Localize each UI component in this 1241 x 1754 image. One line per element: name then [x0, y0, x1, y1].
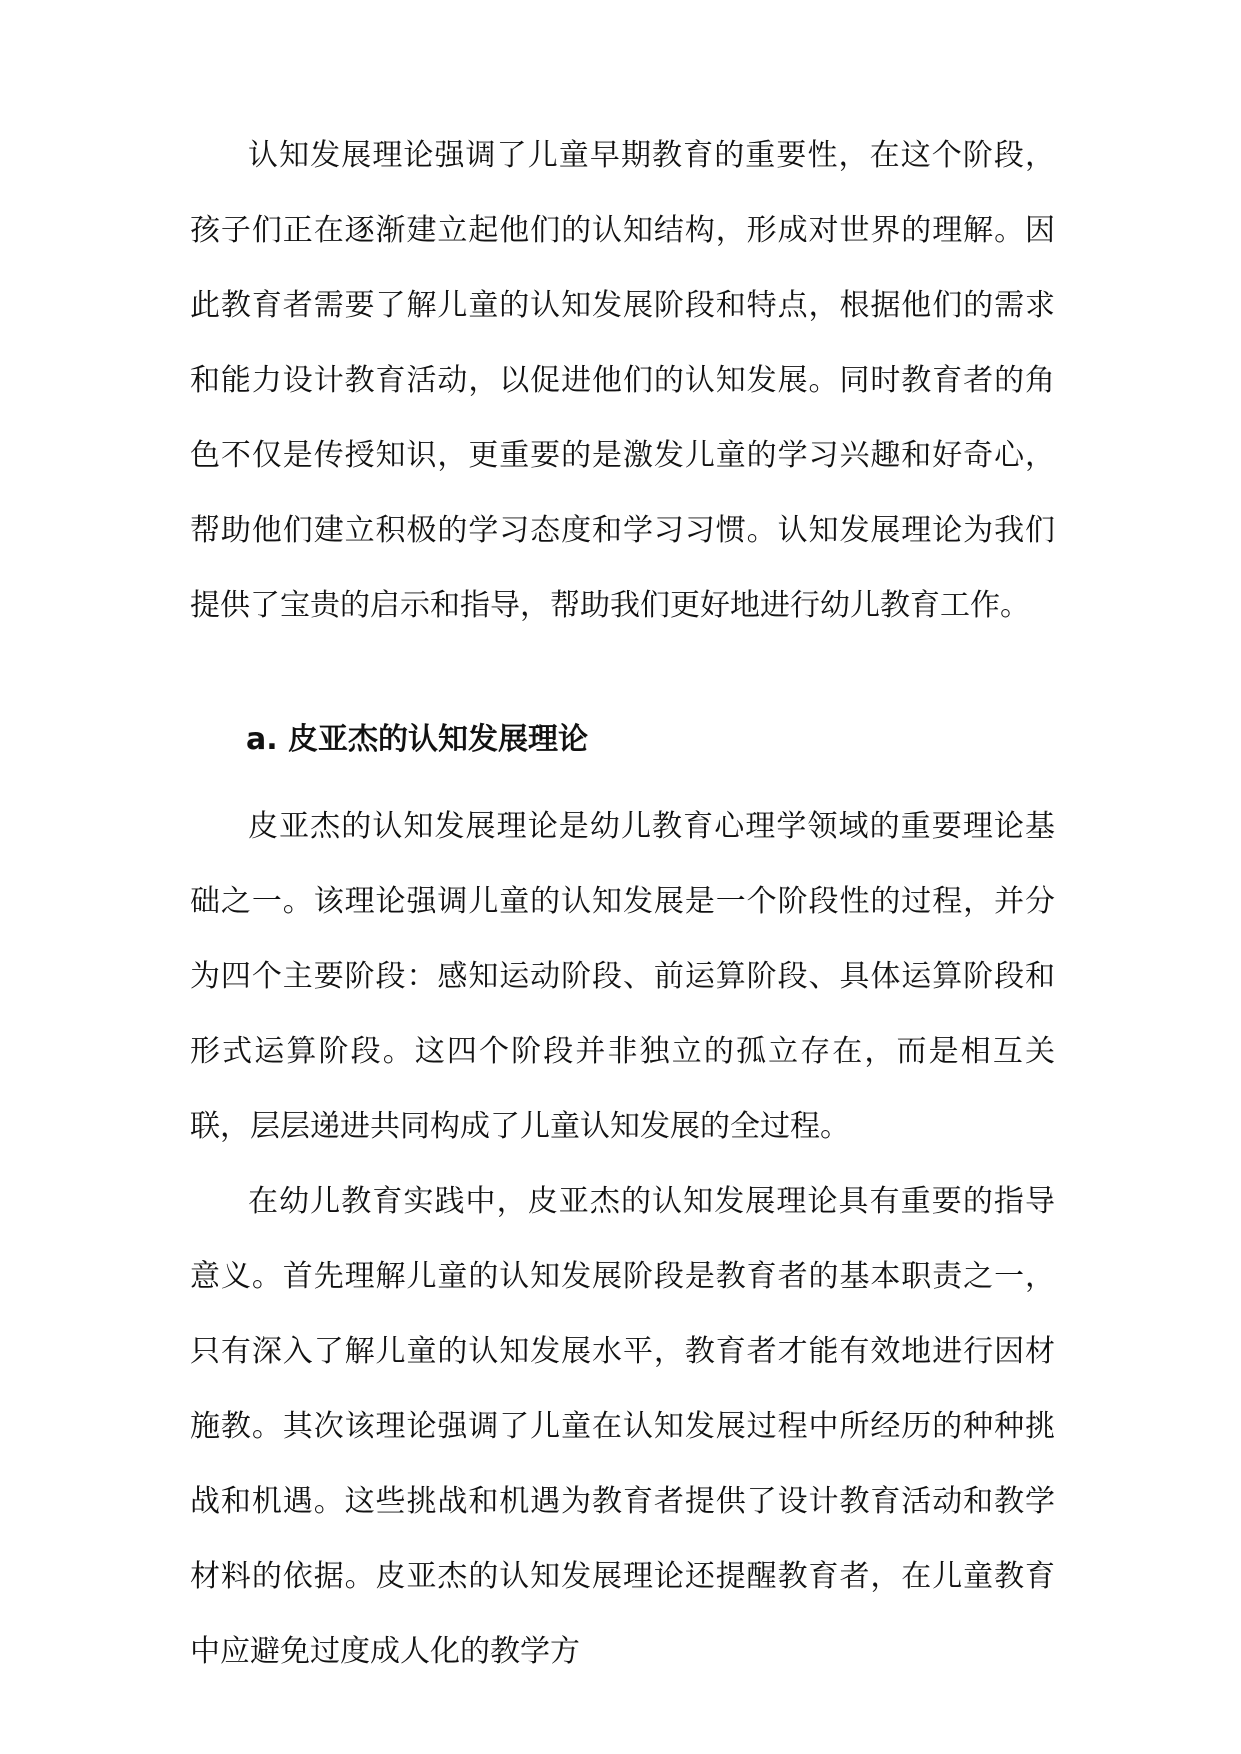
section-heading-marker: a. [246, 722, 278, 757]
paragraph-piaget-stages: 皮亚杰的认知发展理论是幼儿教育心理学领域的重要理论基础之一。该理论强调儿童的认知发展是一个阶段性的过程，并分为四个主要阶段：感知运动阶段、前运算阶段、具体运算阶段和形式运算阶段。这四个阶段并非独立的孤立存在，而是相互关联，层层递进共同构成了儿童认知发展的全过程。 [190, 809, 1055, 1144]
section-heading-title: 皮亚杰的认知发展理论 [288, 722, 588, 757]
paragraph-piaget-practice: 在幼儿教育实践中，皮亚杰的认知发展理论具有重要的指导意义。首先理解儿童的认知发展阶段是教育者的基本职责之一，只有深入了解儿童的认知发展水平，教育者才能有效地进行因材施教。其次该理论强调了儿童在认知发展过程中所经历的种种挑战和机遇。这些挑战和机遇为教育者提供了设计教育活动和教学材料的依据。皮亚杰的认知发展理论还提醒教育者，在儿童教育中应避免过度成人化的教学方 [190, 1184, 1055, 1669]
paragraph-cognitive-development-intro: 认知发展理论强调了儿童早期教育的重要性，在这个阶段，孩子们正在逐渐建立起他们的认知结构，形成对世界的理解。因此教育者需要了解儿童的认知发展阶段和特点，根据他们的需求和能力设计教育活动，以促进他们的认知发展。同时教育者的角色不仅是传授知识，更重要的是激发儿童的学习兴趣和好奇心，帮助他们建立积极的学习态度和学习习惯。认知发展理论为我们提供了宝贵的启示和指导，帮助我们更好地进行幼儿教育工作。 [190, 138, 1055, 623]
section-heading [246, 702, 588, 777]
